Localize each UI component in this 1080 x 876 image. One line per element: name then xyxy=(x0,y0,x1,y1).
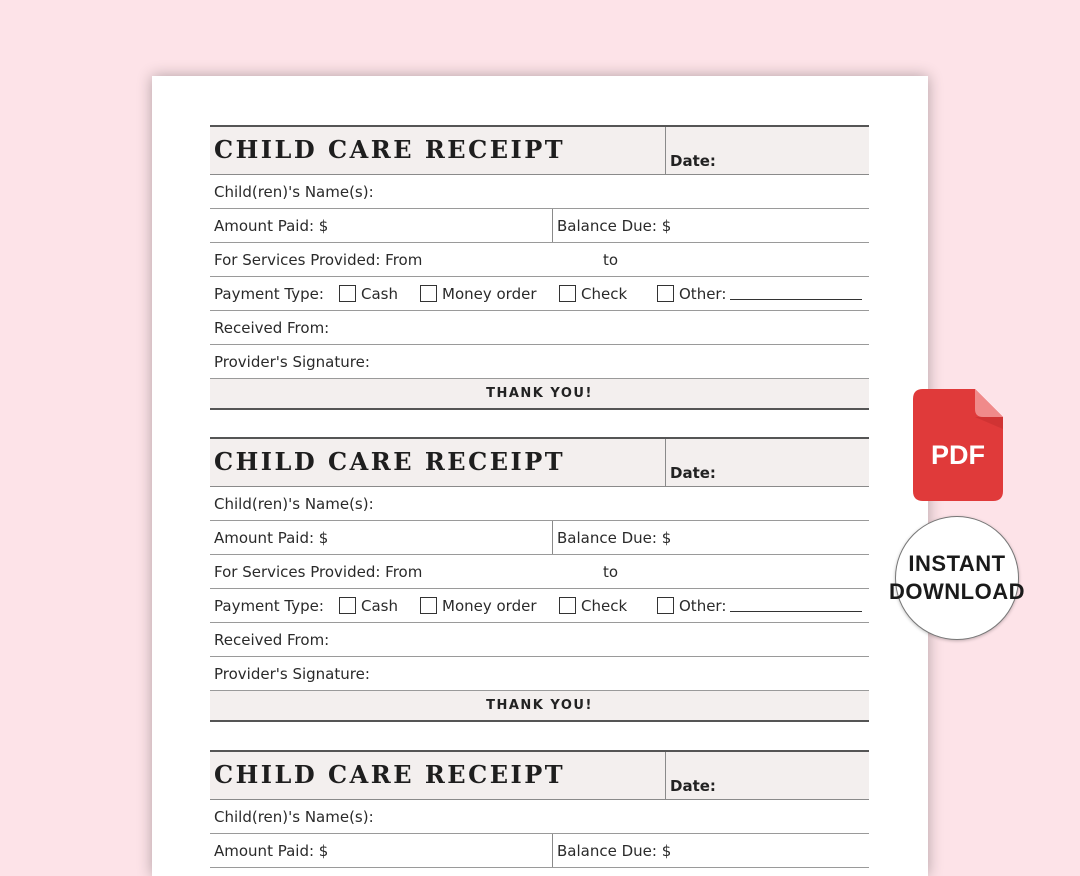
amount-row xyxy=(210,209,869,243)
badge-line-2: DOWNLOAD xyxy=(889,579,1025,604)
cash-checkbox[interactable] xyxy=(339,285,356,302)
check-checkbox[interactable] xyxy=(559,597,576,614)
pdf-label: PDF xyxy=(931,440,985,470)
balance-due-label: Balance Due: $ xyxy=(557,529,672,547)
receipt-1 xyxy=(210,125,869,410)
services-row xyxy=(210,243,869,277)
services-label: For Services Provided: From xyxy=(214,251,423,269)
balance-due-label: Balance Due: $ xyxy=(557,842,672,860)
other-label: Other: xyxy=(679,285,727,303)
children-row xyxy=(210,800,869,834)
badge-line-1: INSTANT xyxy=(908,551,1006,576)
children-row xyxy=(210,175,869,209)
payment-type-row xyxy=(210,277,869,311)
amount-paid-label: Amount Paid: $ xyxy=(214,529,329,547)
amount-paid-label: Amount Paid: $ xyxy=(214,842,329,860)
check-checkbox[interactable] xyxy=(559,285,576,302)
payment-type-label: Payment Type: xyxy=(214,285,324,303)
services-label: For Services Provided: From xyxy=(214,563,423,581)
received-from-row xyxy=(210,623,869,657)
option-cash xyxy=(339,285,398,303)
other-checkbox[interactable] xyxy=(657,597,674,614)
receipt-title: CHILD CARE RECEIPT xyxy=(214,760,566,789)
money-order-checkbox[interactable] xyxy=(420,597,437,614)
signature-label: Provider's Signature: xyxy=(214,665,370,683)
other-write-line[interactable] xyxy=(730,611,862,612)
column-divider xyxy=(552,521,553,554)
money-order-checkbox[interactable] xyxy=(420,285,437,302)
receipt-3 xyxy=(210,750,869,868)
balance-due-label: Balance Due: $ xyxy=(557,217,672,235)
option-cash xyxy=(339,597,398,615)
date-cell xyxy=(665,752,869,799)
cash-checkbox[interactable] xyxy=(339,597,356,614)
thank-you-footer: THANK YOU! xyxy=(210,379,869,410)
other-checkbox[interactable] xyxy=(657,285,674,302)
cash-label: Cash xyxy=(361,597,398,615)
to-label: to xyxy=(603,563,619,581)
signature-label: Provider's Signature: xyxy=(214,353,370,371)
option-other xyxy=(657,285,862,303)
children-row xyxy=(210,487,869,521)
instant-download-badge xyxy=(889,516,1025,640)
column-divider xyxy=(552,834,553,867)
money-order-label: Money order xyxy=(442,285,537,303)
receipt-header xyxy=(210,750,869,800)
amount-paid-label: Amount Paid: $ xyxy=(214,217,329,235)
signature-row xyxy=(210,345,869,379)
received-from-label: Received From: xyxy=(214,631,330,649)
receipt-sheet xyxy=(152,76,928,876)
receipt-2 xyxy=(210,437,869,722)
receipt-header xyxy=(210,125,869,175)
to-label: to xyxy=(603,251,619,269)
signature-row xyxy=(210,657,869,691)
column-divider xyxy=(552,209,553,242)
money-order-label: Money order xyxy=(442,597,537,615)
date-cell xyxy=(665,439,869,486)
date-label: Date: xyxy=(670,777,716,795)
thank-you-footer: THANK YOU! xyxy=(210,691,869,722)
check-label: Check xyxy=(581,285,628,303)
payment-type-row xyxy=(210,589,869,623)
option-other xyxy=(657,597,862,615)
receipt-title: CHILD CARE RECEIPT xyxy=(214,447,566,476)
amount-row xyxy=(210,834,869,868)
payment-type-label: Payment Type: xyxy=(214,597,324,615)
date-label: Date: xyxy=(670,152,716,170)
children-label: Child(ren)'s Name(s): xyxy=(214,183,374,201)
date-cell xyxy=(665,127,869,174)
receipt-title: CHILD CARE RECEIPT xyxy=(214,135,566,164)
option-check xyxy=(559,597,627,615)
children-label: Child(ren)'s Name(s): xyxy=(214,495,374,513)
services-row xyxy=(210,555,869,589)
date-label: Date: xyxy=(670,464,716,482)
check-label: Check xyxy=(581,597,628,615)
cash-label: Cash xyxy=(361,285,398,303)
option-money-order xyxy=(420,597,537,615)
other-write-line[interactable] xyxy=(730,299,862,300)
option-check xyxy=(559,285,627,303)
received-from-row xyxy=(210,311,869,345)
other-label: Other: xyxy=(679,597,727,615)
amount-row xyxy=(210,521,869,555)
receipt-header xyxy=(210,437,869,487)
received-from-label: Received From: xyxy=(214,319,330,337)
children-label: Child(ren)'s Name(s): xyxy=(214,808,374,826)
option-money-order xyxy=(420,285,537,303)
